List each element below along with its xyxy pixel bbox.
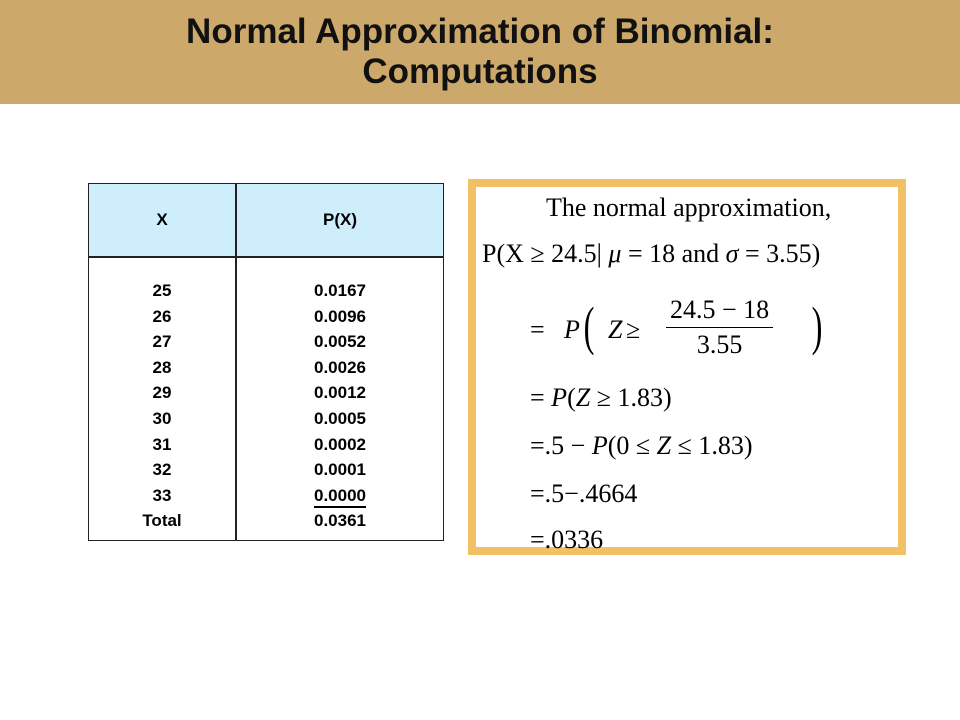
table-cell-x: 30 [152, 408, 172, 428]
underlined-value: 0.0000 [314, 486, 366, 508]
table-cell-x: 26 [152, 306, 172, 326]
table-cell-x: 29 [152, 383, 172, 403]
table-cell-x: 31 [152, 434, 172, 454]
x-column [89, 278, 235, 534]
line3-p: P [551, 383, 568, 412]
table-cell-x: 33 [152, 485, 172, 505]
table-cell-p: 0.0001 [314, 460, 366, 480]
computation-line-4 [530, 431, 753, 461]
line3-z: Z [575, 383, 591, 412]
computation-line-2 [530, 293, 850, 367]
line4-prefix: =.5 − [530, 431, 592, 460]
line2-ge: ≥ [626, 315, 641, 344]
header-px: P(X) [323, 210, 357, 229]
line1-suffix: = 3.55) [738, 239, 821, 268]
computation-intro: The normal approximation, [546, 193, 832, 222]
line4-open: ( [607, 431, 617, 460]
header-x: X [156, 210, 168, 229]
table-cell-x: 25 [152, 281, 172, 300]
line4-rest: ≤ 1.83 [671, 431, 744, 460]
left-paren: ( [583, 296, 595, 356]
probability-table [88, 183, 444, 541]
table-cell-p: 0.0096 [314, 306, 366, 326]
table-cell-p: 0.0005 [314, 408, 366, 428]
table-cell-total-value: 0.0361 [314, 511, 366, 531]
page-title-line-1: Normal Approximation of Binomial: [186, 12, 774, 51]
table-cell-p: 0.0052 [314, 332, 366, 352]
table-cell-p-underlined [237, 483, 443, 509]
px-column [237, 278, 443, 534]
line2-prefix: = [530, 315, 545, 344]
mu-symbol: μ [608, 239, 622, 268]
line4-z: Z [656, 431, 672, 460]
table-cell-p: 0.0012 [314, 383, 366, 403]
table-cell-p: 0.0002 [314, 434, 366, 454]
line4-p: P [591, 431, 608, 460]
line3-prefix: = [530, 383, 552, 412]
line4-close: ) [743, 431, 753, 460]
table-cell-total-label: Total [142, 511, 182, 531]
sigma-symbol: σ [725, 239, 739, 268]
computation-box [468, 179, 906, 555]
computation-line-1 [482, 239, 820, 269]
computation-line-3 [530, 383, 672, 413]
computation-line-6: =.0336 [530, 525, 604, 554]
line1-mid: = 18 and [621, 239, 726, 268]
line3-rest: ≥ 1.83) [590, 383, 672, 412]
table-cell-p: 0.0026 [314, 357, 366, 377]
title-band [0, 0, 960, 104]
computation-line-5: =.5−.4664 [530, 479, 638, 508]
table-cell-x: 32 [152, 460, 172, 480]
fraction-denominator: 3.55 [696, 330, 743, 359]
fraction [666, 293, 773, 362]
line3-open: ( [567, 383, 576, 412]
line1-prefix: P(X ≥ 24.5| [482, 239, 609, 268]
table-cell-p: 0.0167 [314, 281, 366, 300]
line4-mid: 0 ≤ [616, 431, 657, 460]
line2-z: Z [608, 315, 623, 344]
line2-p: P [564, 315, 580, 344]
page-title-line-2: Computations [362, 52, 598, 91]
table-cell-x: 28 [152, 357, 172, 377]
table-cell-x: 27 [152, 332, 172, 352]
right-paren: ) [811, 296, 823, 356]
fraction-numerator: 24.5 − 18 [666, 293, 773, 328]
